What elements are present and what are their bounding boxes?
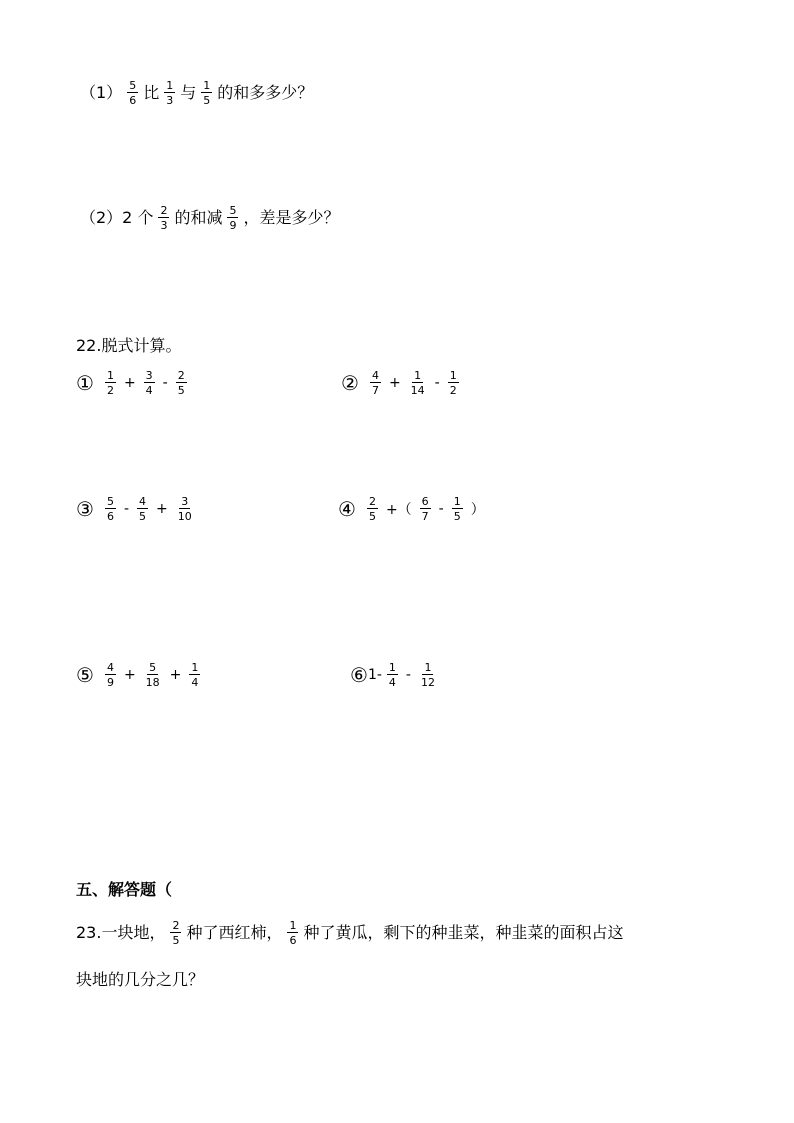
fraction: $\frac{5}{6}$	[106, 495, 114, 523]
problem-number: ②	[341, 371, 359, 395]
q1-word2: 与	[180, 83, 197, 102]
problem-4	[338, 496, 488, 522]
section-5-title: 五、解答题（	[76, 880, 173, 899]
operator: -	[405, 667, 411, 683]
operator: -	[123, 501, 129, 517]
problem-number: ④	[338, 497, 356, 521]
fraction: $\frac{5}{18}$	[145, 661, 160, 689]
operator: +	[123, 667, 136, 683]
operator: -	[434, 375, 440, 391]
q23-prefix: 23.一块地，	[76, 923, 166, 942]
fraction: $\frac{4}{7}$	[371, 369, 379, 397]
problem-number: ⑤	[76, 663, 94, 687]
problem-number: ⑥	[350, 663, 368, 687]
q1-suffix: 的和多多少？	[217, 83, 314, 102]
problem-5	[76, 662, 205, 688]
fraction: $\frac{1}{12}$	[420, 661, 435, 689]
fraction: $\frac{4}{9}$	[106, 661, 114, 689]
fraction: $\frac{1}{4}$	[388, 661, 396, 689]
fraction: $\frac{2}{3}$	[160, 204, 168, 232]
fraction: $\frac{3}{10}$	[177, 495, 192, 523]
operator: +	[169, 667, 182, 683]
fraction: $\frac{1}{6}$	[289, 919, 297, 947]
operator: +	[156, 501, 168, 517]
fraction: $\frac{1}{14}$	[410, 369, 425, 397]
fraction: $\frac{1}{5}$	[203, 79, 211, 107]
fraction: $\frac{4}{5}$	[139, 495, 146, 523]
problem-number: ①	[76, 371, 94, 395]
q1-word1: 比	[143, 83, 160, 102]
fraction: $\frac{5}{9}$	[229, 204, 237, 232]
operator: +	[388, 375, 401, 391]
fraction: $\frac{1}{5}$	[453, 495, 461, 523]
fraction: $\frac{2}{5}$	[172, 919, 180, 947]
problem-1	[76, 370, 192, 396]
question-23	[76, 920, 623, 946]
fraction: $\frac{3}{4}$	[145, 369, 153, 397]
fraction: $\frac{5}{6}$	[129, 79, 137, 107]
fraction: $\frac{1}{4}$	[191, 661, 199, 689]
q23-word1: 种了西红柿，	[186, 923, 283, 942]
fraction: $\frac{1}{3}$	[166, 79, 174, 107]
section-22-title: 22.脱式计算。	[76, 336, 182, 355]
question-2	[80, 205, 339, 231]
close-paren: ）	[470, 502, 485, 518]
q2-word1: 的和减	[174, 208, 223, 227]
fraction: $\frac{6}{7}$	[421, 495, 429, 523]
q23-word2: 种了黄瓜，剩下的种韭菜，种韭菜的面积占这	[303, 923, 624, 942]
problem-6	[350, 662, 442, 688]
leading-term: 1-	[367, 667, 382, 683]
operator: -	[162, 375, 168, 391]
question-1	[80, 80, 313, 106]
operator: -	[438, 501, 444, 517]
problem-number: ③	[76, 497, 94, 521]
operator: +（	[385, 502, 412, 518]
q2-suffix: ，差是多少？	[243, 208, 340, 227]
q1-prefix: （1）	[80, 83, 123, 102]
problem-2	[341, 370, 464, 396]
fraction: $\frac{2}{5}$	[177, 369, 185, 397]
q2-prefix: （2）2 个	[80, 208, 154, 227]
question-23-line2: 块地的几分之几？	[76, 970, 205, 989]
fraction: $\frac{2}{5}$	[368, 495, 376, 523]
operator: +	[123, 375, 136, 391]
fraction: $\frac{1}{2}$	[106, 369, 114, 397]
problem-3	[76, 496, 199, 522]
fraction: $\frac{1}{2}$	[449, 369, 457, 397]
